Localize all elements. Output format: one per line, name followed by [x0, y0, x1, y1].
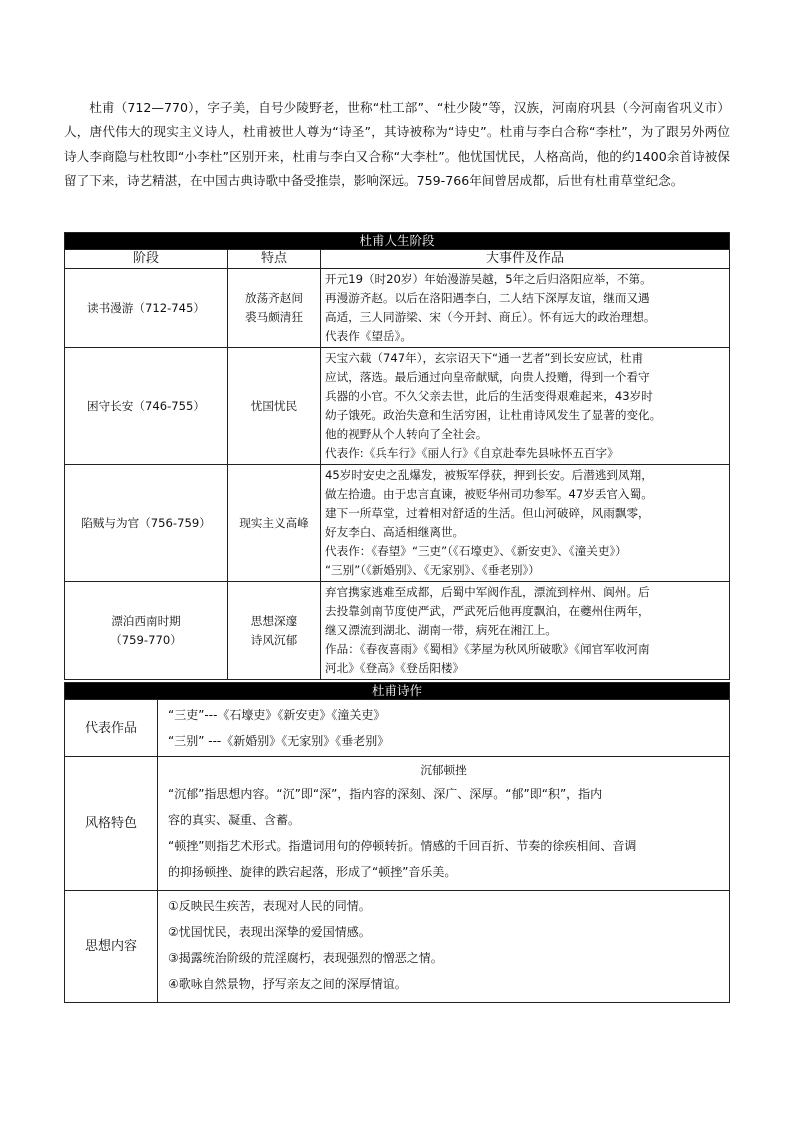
style-label: 风格特色	[65, 757, 158, 891]
stage-name: 困守长安（746-755）	[65, 348, 228, 465]
event-line: 做左拾遗。由于忠言直谏，被贬华州司功参军。47岁丢官入蜀。	[325, 487, 653, 501]
style-heading: 沉郁顿挫	[420, 763, 467, 777]
feature-line: 现实主义高峰	[239, 515, 309, 530]
thought-content	[158, 891, 730, 1003]
life-stage-table	[64, 232, 730, 680]
stage-events	[321, 465, 730, 582]
stage-feature	[228, 348, 321, 465]
table-row	[65, 757, 730, 891]
style-line: “沉郁”指思想内容。“沉”即“深”，指内容的深刻、深广、深厚。“郁”即“积”，指内	[168, 787, 603, 801]
event-line: 继又漂流到湖北、湖南一带，病死在湘江上。	[325, 623, 557, 637]
stage-name-line: （759-770）	[110, 632, 182, 647]
event-line: 建下一所草堂，过着相对舒适的生活。但山河破碎，风雨飘零，	[325, 506, 650, 520]
thought-label: 思想内容	[65, 891, 158, 1003]
event-line: 河北》《登高》《登岳阳楼》	[325, 661, 465, 675]
poetry-table-title: 杜甫诗作	[65, 683, 730, 700]
style-line: 的抑扬顿挫、旋律的跌宕起落，形成了“顿挫”音乐美。	[168, 865, 457, 879]
event-line: 去投靠剑南节度使严武，严武死后他再度飘泊，在夔州住两年，	[325, 604, 650, 618]
intro-paragraph: 杜甫（712—770），字子美，自号少陵野老，世称“杜工部”、“杜少陵”等，汉族，河南府巩县（今河南省巩义市）人，唐代伟大的现实主义诗人，杜甫被世人尊为“诗圣”，其诗被称为“诗史”。杜甫与李白合称“李杜”，为了跟另外两位诗人李商隐与杜牧即“小李杜”区别开来，杜甫与李白又合称“大李杜”。他忧国忧民，人格高尚，他的约1400余首诗被保留了下来，诗艺精湛，在中国古典诗歌中备受推崇，影响深远。759-766年间曾居成都，后世有杜甫草堂纪念。	[64, 100, 730, 189]
header-events: 大事件及作品	[321, 250, 730, 269]
stage-feature	[228, 582, 321, 680]
feature-line: 放荡齐赵间	[245, 291, 303, 305]
event-line: 45岁时安史之乱爆发，被叛军俘获，押到长安。后潜逃到凤翔，	[325, 468, 653, 482]
stage-events	[321, 348, 730, 465]
event-line: 高适，三人同游梁、宋（今开封、商丘）。怀有远大的政治理想。	[325, 310, 656, 324]
representative-line: “三吏”---《石壕吏》《新安吏》《潼关吏》	[168, 708, 386, 722]
event-line: 代表作《望岳》。	[325, 329, 412, 343]
thought-line: ②忧国忧民，表现出深挚的爱国情感。	[168, 925, 371, 939]
stage-name: 读书漫游（712-745）	[65, 269, 228, 348]
table-row	[65, 891, 730, 1003]
event-line: 开元19（时20岁）年始漫游吴越，5年之后归洛阳应举，不第。	[325, 272, 652, 286]
thought-line: ③揭露统治阶级的荒淫腐朽，表现强烈的憎恶之情。	[168, 951, 443, 965]
event-line: 应试，落选。最后通过向皇帝献赋，向贵人投赠，得到一个看守	[325, 370, 650, 384]
event-line: 作品：《春夜喜雨》《蜀相》《茅屋为秋风所破歌》《闻官军收河南	[325, 642, 650, 656]
event-line: 代表作：《春望》“三吏”（《石壕吏》、《新安吏》、《潼关吏》）	[325, 544, 627, 558]
table-row	[65, 269, 730, 348]
event-line: 弃官携家逃难至成都，后蜀中军阀作乱，漂流到梓州、阆州。后	[325, 585, 650, 599]
representative-label: 代表作品	[65, 700, 158, 757]
style-line: “顿挫”则指艺术形式。指遣词用句的停顿转折。情感的千回百折、节奏的徐疾相间、音调	[168, 839, 637, 853]
feature-line: 思想深邃	[250, 613, 298, 628]
table-row	[65, 700, 730, 757]
header-stage: 阶段	[65, 250, 228, 269]
feature-line: 忧国忧民	[250, 398, 298, 413]
event-line: 他的视野从个人转向了全社会。	[325, 427, 488, 441]
event-line: 兵器的小官。不久父亲去世，此后的生活变得艰难起来，43岁时	[325, 389, 653, 403]
representative-content	[158, 700, 730, 757]
table-row	[65, 465, 730, 582]
feature-line: 裘马颇清狂	[245, 310, 303, 324]
stage-events	[321, 269, 730, 348]
stage-name-line: 漂泊西南时期	[111, 613, 181, 628]
stage-table-title: 杜甫人生阶段	[65, 233, 730, 250]
stage-events	[321, 582, 730, 680]
thought-line: ①反映民生疾苦，表现对人民的同情。	[168, 899, 371, 913]
header-feature: 特点	[228, 250, 321, 269]
poetry-table	[64, 682, 730, 1003]
event-line: 天宝六载（747年），玄宗诏天下“通一艺者”到长安应试，杜甫	[325, 351, 644, 365]
representative-line: “三别” ---《新婚别》《无家别》《垂老别》	[168, 734, 390, 748]
stage-feature	[228, 465, 321, 582]
event-line: 再漫游齐赵。以后在洛阳遇李白，二人结下深厚友谊，继而又遇	[325, 291, 650, 305]
table-row	[65, 348, 730, 465]
style-line: 容的真实、凝重、含蓄。	[168, 813, 301, 827]
table-row	[65, 582, 730, 680]
style-content	[158, 757, 730, 891]
event-line: 好友李白、高适相继离世。	[325, 525, 465, 539]
event-line: “三别”（《新婚别》、《无家别》、《垂老别》）	[325, 563, 540, 577]
stage-name	[65, 582, 228, 680]
event-line: 代表作:《兵车行》《丽人行》《自京赴奉先县咏怀五百字》	[325, 446, 619, 460]
feature-line: 诗风沉郁	[250, 632, 298, 647]
event-line: 幼子饿死。政治失意和生活穷困，让杜甫诗风发生了显著的变化。	[325, 408, 662, 422]
stage-feature	[228, 269, 321, 348]
thought-line: ④歌咏自然景物，抒写亲友之间的深厚情谊。	[168, 977, 407, 991]
stage-name: 陷贼与为官（756-759）	[65, 465, 228, 582]
